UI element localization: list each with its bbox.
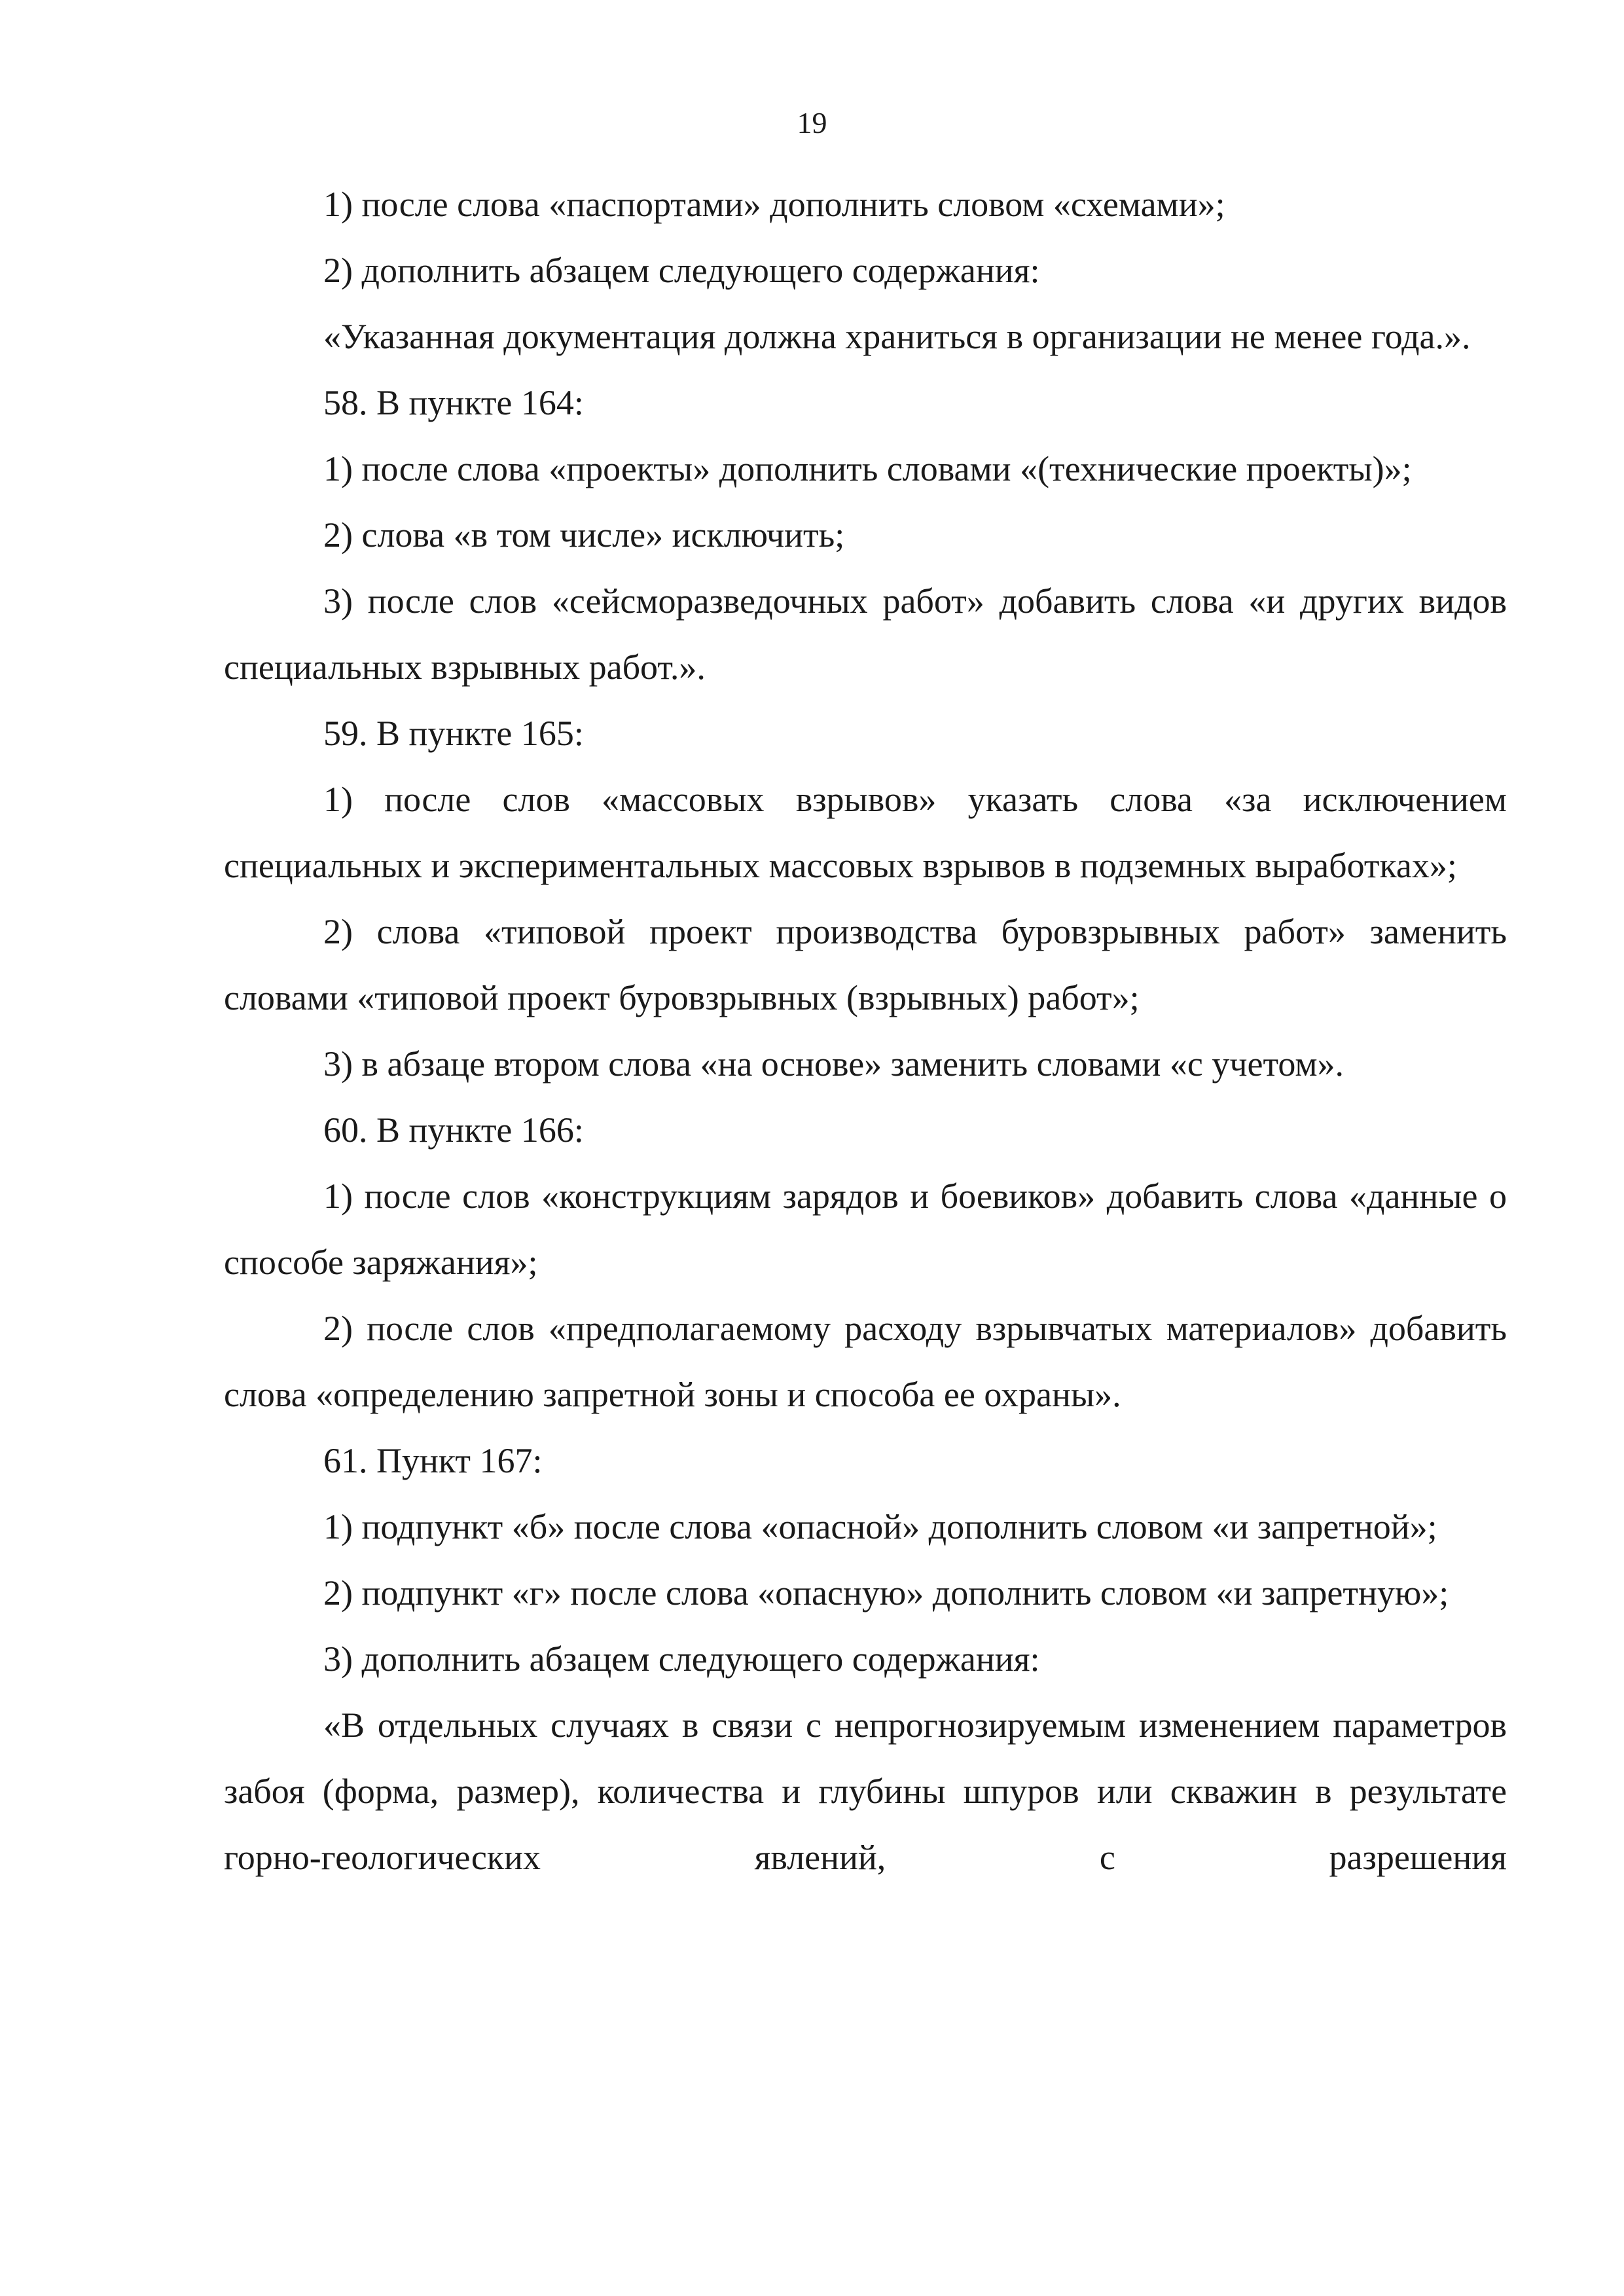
- paragraph: 60. В пункте 166:: [323, 1110, 584, 1150]
- paragraph: 3) в абзаце втором слова «на основе» заменить словами «с учетом».: [323, 1044, 1344, 1084]
- paragraph: 2) дополнить абзацем следующего содержания:: [323, 251, 1040, 290]
- paragraph: 2) слова «в том числе» исключить;: [323, 515, 845, 555]
- paragraph: 2) подпункт «г» после слова «опасную» дополнить словом «и запретную»;: [323, 1573, 1449, 1613]
- paragraph: 61. Пункт 167:: [323, 1441, 543, 1480]
- paragraph: 1) после слова «паспортами» дополнить словом «схемами»;: [323, 185, 1225, 224]
- paragraph: 2) слова «типовой проект производства буровзрывных работ» заменить словами «типовой проект буровзрывных (взрывных) работ»;: [224, 912, 1507, 1017]
- paragraph: 3) после слов «сейсморазведочных работ» добавить слова «и других видов специальных взрывных работ.».: [224, 581, 1507, 687]
- paragraph: «Указанная документация должна храниться в организации не менее года.».: [323, 317, 1471, 356]
- paragraph: 1) после слов «конструкциям зарядов и боевиков» добавить слова «данные о способе заряжания»;: [224, 1176, 1507, 1282]
- paragraph: 58. В пункте 164:: [323, 383, 584, 422]
- paragraph: «В отдельных случаях в связи с непрогнозируемым изменением параметров забоя (форма, размер), количества и глубины шпуров или скважин в результате горно-геологических явлений, с разрешения: [224, 1705, 1507, 1877]
- document-body: [224, 172, 1507, 1891]
- paragraph: 1) после слов «массовых взрывов» указать слова «за исключением специальных и экспериментальных массовых взрывов в подземных выработках»;: [224, 780, 1507, 885]
- paragraph: 3) дополнить абзацем следующего содержания:: [323, 1639, 1040, 1679]
- paragraph: 1) после слова «проекты» дополнить словами «(технические проекты)»;: [323, 449, 1412, 488]
- page-number: 19: [797, 106, 827, 139]
- paragraph: 59. В пункте 165:: [323, 714, 584, 753]
- paragraph: 2) после слов «предполагаемому расходу взрывчатых материалов» добавить слова «определению запретной зоны и способа ее охраны».: [224, 1309, 1507, 1414]
- paragraph: 1) подпункт «б» после слова «опасной» дополнить словом «и запретной»;: [323, 1507, 1437, 1546]
